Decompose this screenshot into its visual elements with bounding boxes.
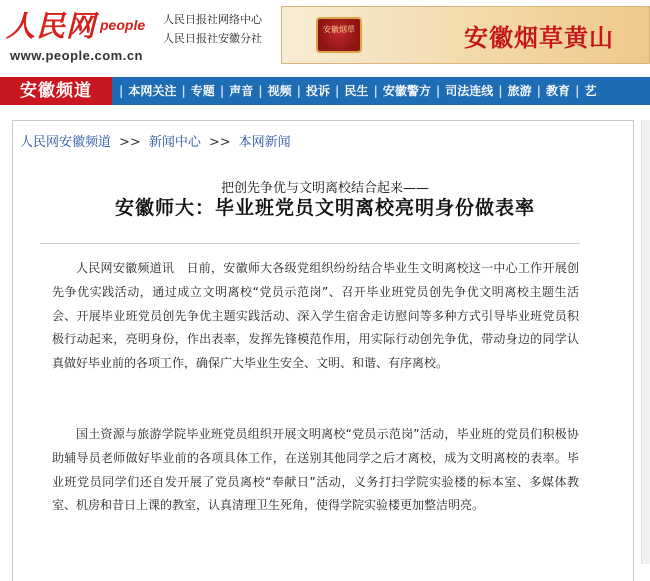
main-nav	[0, 77, 650, 105]
nav-item-livelihood[interactable]: 民生	[344, 84, 369, 98]
org-line-network-center: 人民日报社网络中心	[163, 13, 262, 26]
nav-separator: |	[181, 84, 186, 98]
nav-item-justice[interactable]: 司法连线	[445, 84, 494, 98]
breadcrumb-news-center[interactable]: 新闻中心	[148, 135, 201, 150]
breadcrumb-separator: >>	[208, 135, 231, 150]
logo-url: www.people.com.cn	[10, 48, 143, 63]
organization-lines	[163, 10, 262, 48]
advertisement-banner[interactable]	[281, 6, 650, 64]
nav-item-art[interactable]: 艺	[584, 84, 597, 98]
article-paragraph: 国土资源与旅游学院毕业班党员组织开展文明离校“党员示范岗”活动，毕业班的党员们积极协助辅导员老师做好毕业前的各项具体工作，在送别其他同学之后才离校，成为文明离校的表率。毕业班党员同学们还自发开展了党员离校“奉献日”活动，义务打扫学院实验楼的标本室、多媒体教室、机房和昔日上课的教室，认真清理卫生死角，使得学院实验楼更加整洁明亮。	[52, 427, 579, 513]
article-paragraph: 人民网安徽频道讯 日前，安徽师大各级党组织纷纷结合毕业生文明离校这一中心工作开展创先争优实践活动，通过成立文明离校“党员示范岗”、召开毕业班党员创先争优文明离校主题生活会、开展毕业班党员创先争优主题实践活动、深入学生宿舍走访慰问等多种方式引导毕业班党员积极行动起来，亮明身份，作出表率，发挥先锋模范作用，用实际行动创先争优，带动身边的同学认真做好毕业前的各项工作，确保广大毕业生安全、文明、和谐、有序离校。	[52, 261, 579, 371]
nav-separator: |	[119, 84, 124, 98]
title-divider	[40, 243, 580, 244]
site-header	[0, 0, 650, 70]
banner-badge: 安徽烟草	[316, 17, 362, 53]
nav-separator: |	[498, 84, 503, 98]
nav-separator: |	[536, 84, 542, 98]
nav-separator: |	[575, 84, 580, 98]
nav-item-special[interactable]: 专题	[190, 84, 215, 98]
nav-item-focus[interactable]: 本网关注	[128, 84, 177, 98]
nav-item-travel[interactable]: 旅游	[507, 84, 532, 98]
nav-separator: |	[296, 84, 302, 98]
nav-separator: |	[258, 84, 263, 98]
breadcrumb-separator: >>	[119, 135, 141, 150]
nav-item-complaint[interactable]: 投诉	[306, 84, 331, 98]
logo-chinese: 人民网	[6, 9, 97, 43]
nav-items	[119, 77, 601, 105]
channel-title[interactable]: 安徽频道	[0, 77, 112, 105]
org-line-anhui-branch: 人民日报社安徽分社	[163, 32, 262, 45]
nav-item-video[interactable]: 视频	[267, 84, 292, 98]
nav-item-voice[interactable]: 声音	[229, 84, 254, 98]
nav-item-police[interactable]: 安徽警方	[382, 84, 431, 98]
breadcrumb	[20, 131, 291, 150]
breadcrumb-anhui-channel[interactable]: 人民网安徽频道	[20, 135, 112, 150]
banner-text: 安徽烟草黄山	[464, 23, 614, 52]
logo-english: people	[100, 17, 146, 33]
people-logo[interactable]	[6, 4, 156, 64]
nav-separator: |	[219, 84, 225, 98]
article-title: 安徽师大：毕业班党员文明离校亮明身份做表率	[114, 197, 535, 219]
nav-separator: |	[373, 84, 378, 98]
nav-separator: |	[335, 84, 340, 98]
nav-separator: |	[435, 84, 441, 98]
article-subtitle: 把创先争优与文明离校结合起来——	[220, 181, 429, 196]
breadcrumb-site-news[interactable]: 本网新闻	[238, 135, 291, 150]
nav-item-education[interactable]: 教育	[546, 84, 571, 98]
